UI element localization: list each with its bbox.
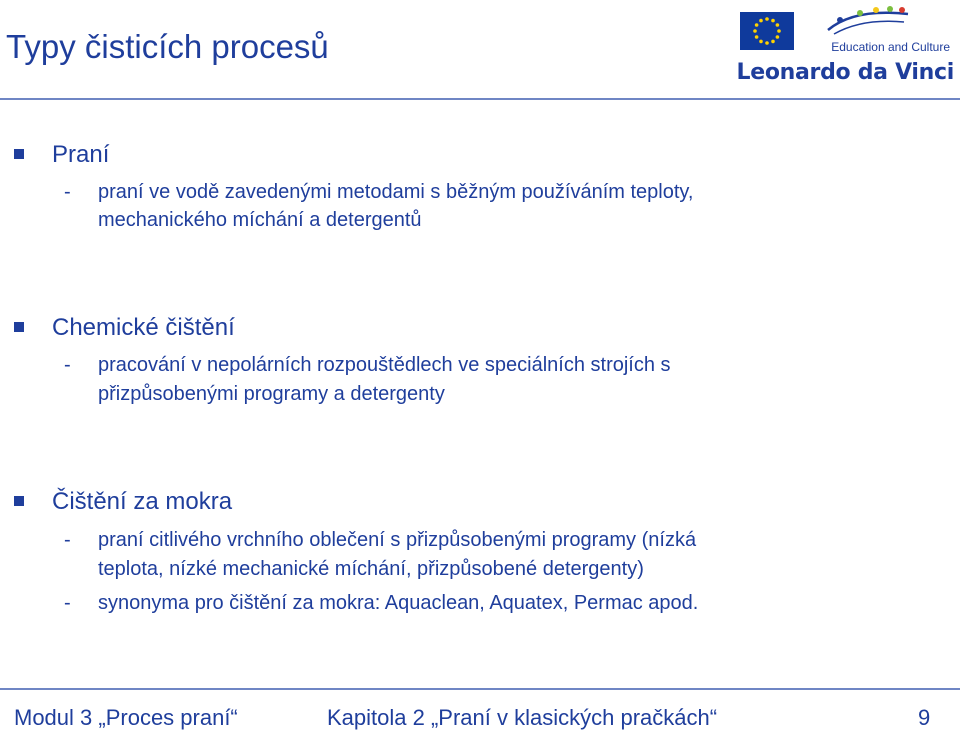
footer-chapter-label: Kapitola 2 „Praní v klasických pračkách“	[327, 705, 718, 730]
education-culture-label: Education and Culture	[831, 40, 950, 54]
section-text-line: praní ve vodě zavedenými metodami s běžným používáním teploty,	[98, 181, 694, 203]
header-divider	[0, 98, 960, 100]
slide-title: Typy čisticích procesů	[6, 28, 329, 65]
section-heading-prani: Praní	[52, 141, 110, 168]
footer-divider	[0, 688, 960, 690]
section-text-line: mechanického míchání a detergentů	[98, 209, 422, 231]
section-text-line: pracování v nepolárních rozpouštědlech ve speciálních strojích s	[98, 354, 671, 376]
bullet-square-icon	[14, 496, 24, 506]
program-logo-text: Leonardo da Vinci	[736, 60, 954, 85]
page-number: 9	[918, 705, 931, 730]
education-swoosh-icon	[824, 4, 912, 40]
section-text-line: teplota, nízké mechanické míchání, přizpůsobené detergenty)	[98, 558, 644, 580]
section-text-line: synonyma pro čištění za mokra: Aquaclean, Aquatex, Permac apod.	[98, 592, 699, 614]
dash-marker: -	[64, 181, 71, 203]
bullet-square-icon	[14, 322, 24, 332]
section-heading-cisteni-za-mokra: Čištění za mokra	[52, 488, 233, 515]
section-heading-chemicke-cisteni: Chemické čištění	[52, 314, 235, 341]
footer-module-label: Modul 3 „Proces praní“	[14, 705, 238, 730]
dash-marker: -	[64, 592, 71, 614]
dash-marker: -	[64, 529, 71, 551]
bullet-square-icon	[14, 149, 24, 159]
dash-marker: -	[64, 354, 71, 376]
section-text-line: přizpůsobenými programy a detergenty	[98, 383, 445, 405]
eu-flag-icon	[740, 12, 794, 50]
section-text-line: praní citlivého vrchního oblečení s přizpůsobenými programy (nízká	[98, 529, 697, 551]
